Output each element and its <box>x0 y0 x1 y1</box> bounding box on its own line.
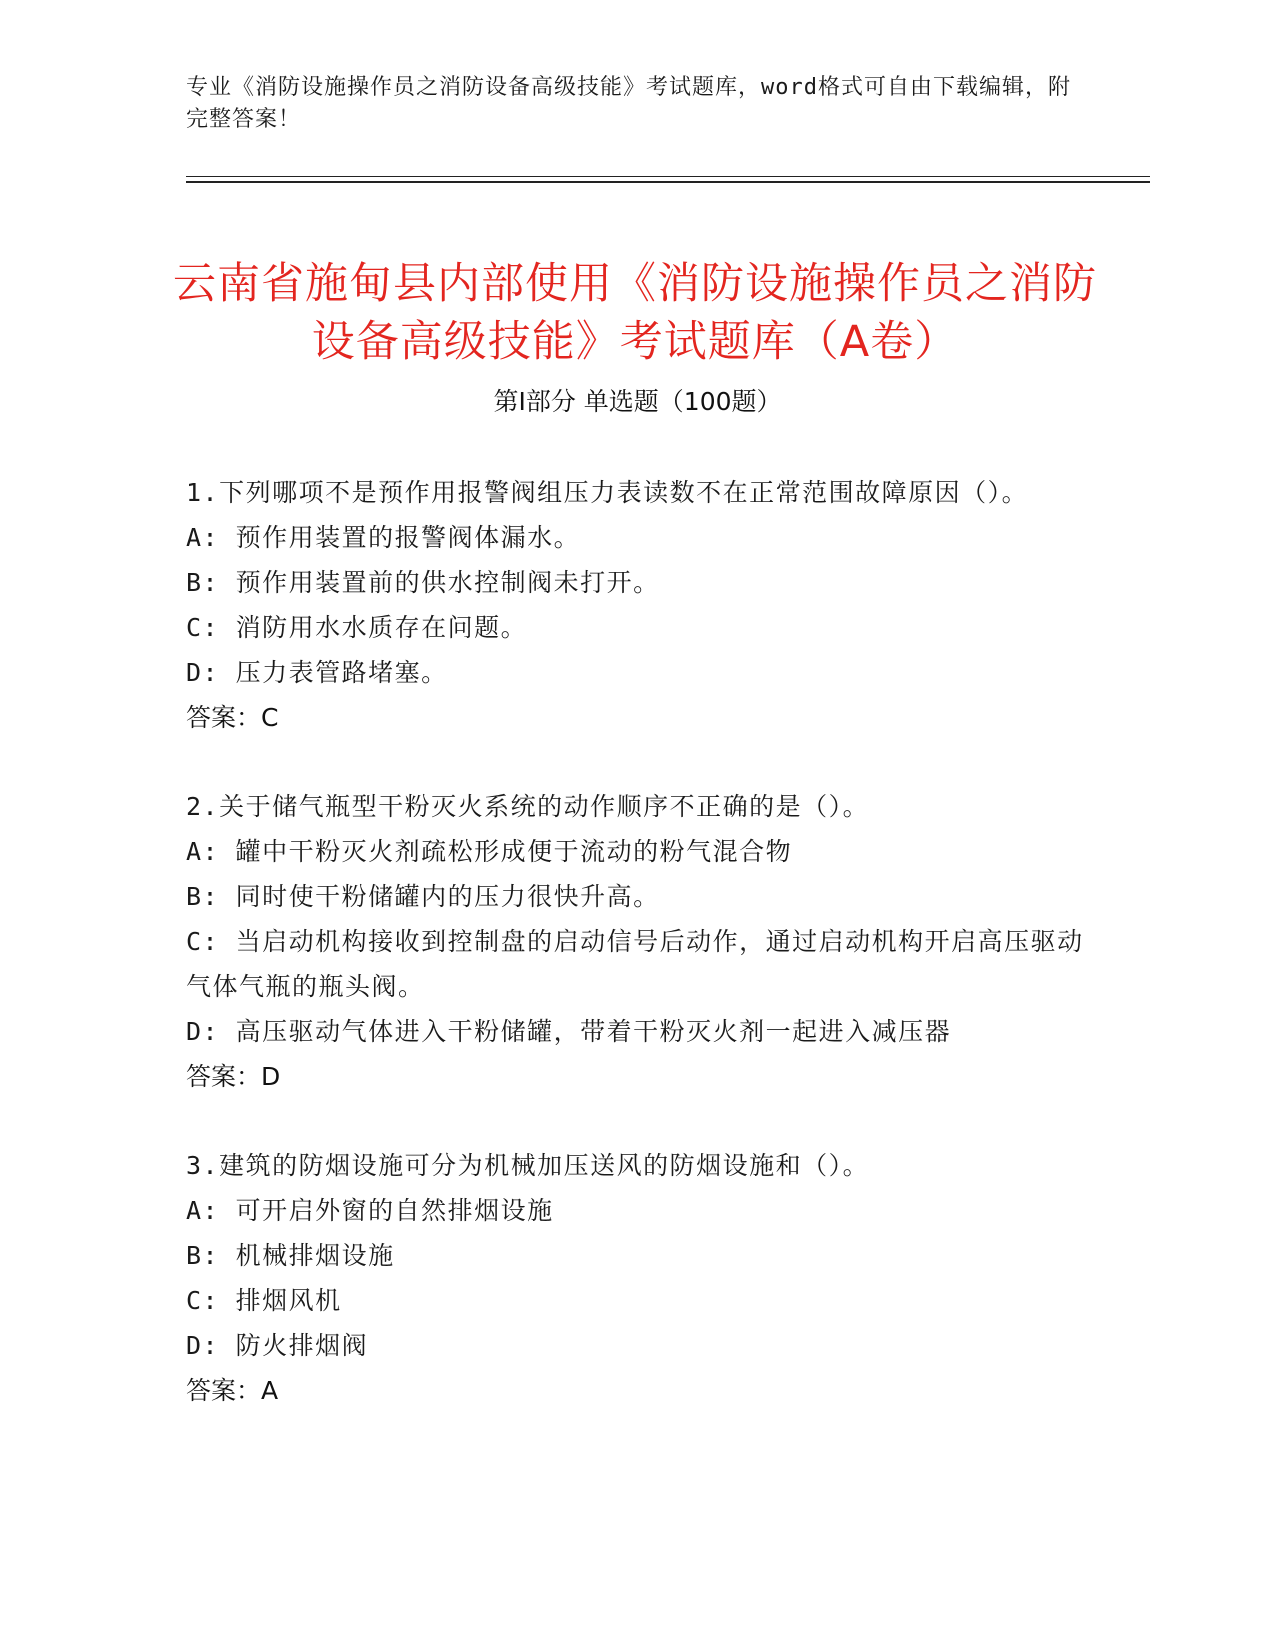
question-list <box>186 470 1086 1457</box>
option-a: A: 预作用装置的报警阀体漏水。 <box>186 523 581 552</box>
answer: 答案：D <box>186 1062 281 1091</box>
answer: 答案：C <box>186 703 279 732</box>
option-b: B: 预作用装置前的供水控制阀未打开。 <box>186 568 660 597</box>
option-b: B: 同时使干粉储罐内的压力很快升高。 <box>186 882 660 911</box>
question-item <box>186 470 1086 740</box>
question-text: 3.建筑的防烟设施可分为机械加压送风的防烟设施和（）。 <box>186 1151 870 1180</box>
answer: 答案：A <box>186 1376 279 1405</box>
option-d: D: 防火排烟阀 <box>186 1331 369 1360</box>
option-a: A: 可开启外窗的自然排烟设施 <box>186 1196 554 1225</box>
option-d: D: 压力表管路堵塞。 <box>186 658 448 687</box>
header-divider-thin <box>186 176 1150 177</box>
option-a: A: 罐中干粉灭火剂疏松形成便于流动的粉气混合物 <box>186 837 793 866</box>
question-item <box>186 1143 1086 1413</box>
option-c: C: 排烟风机 <box>186 1286 342 1315</box>
section-title: 第I部分 单选题（100题） <box>493 387 782 416</box>
option-b: B: 机械排烟设施 <box>186 1241 395 1270</box>
question-text: 1.下列哪项不是预作用报警阀组压力表读数不在正常范围故障原因（）。 <box>186 478 1029 507</box>
option-c: C: 当启动机构接收到控制盘的启动信号后动作，通过启动机构开启高压驱动气体气瓶的瓶头阀。 <box>186 927 1084 1001</box>
question-item <box>186 784 1086 1099</box>
option-d: D: 高压驱动气体进入干粉储罐，带着干粉灭火剂一起进入减压器 <box>186 1017 952 1046</box>
document-title: 云南省施甸县内部使用《消防设施操作员之消防设备高级技能》考试题库（A卷） <box>173 258 1097 367</box>
option-c: C: 消防用水水质存在问题。 <box>186 613 528 642</box>
header-note: 专业《消防设施操作员之消防设备高级技能》考试题库，word格式可自由下载编辑，附完整答案！ <box>186 75 1071 132</box>
header-divider-thick <box>186 181 1150 183</box>
question-text: 2.关于储气瓶型干粉灭火系统的动作顺序不正确的是（）。 <box>186 792 870 821</box>
